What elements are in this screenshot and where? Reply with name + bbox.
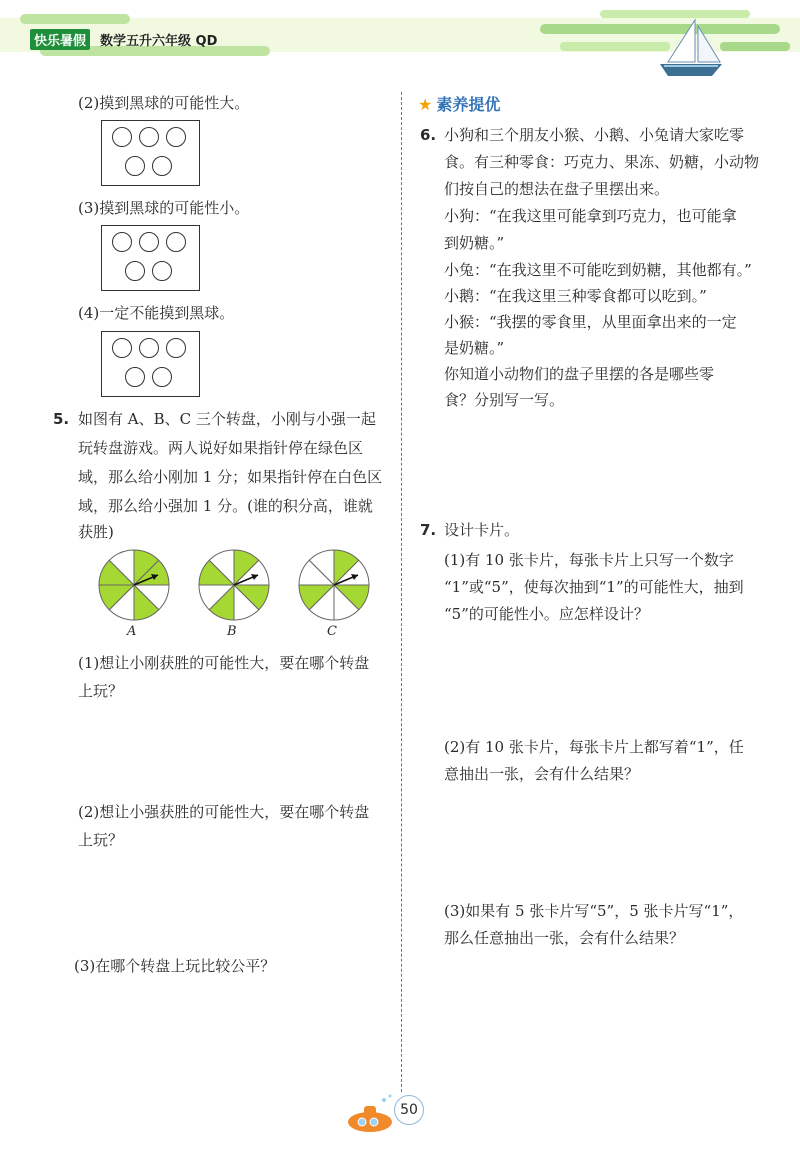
ball bbox=[125, 261, 145, 281]
p5-line-4: 域，那么给小强加 1 分。(谁的积分高，谁就 bbox=[78, 497, 373, 515]
ball bbox=[166, 232, 186, 252]
p6-line-10: 你知道小动物们的盘子里摆的各是哪些零 bbox=[444, 365, 715, 383]
spinner-label-a: A bbox=[127, 624, 137, 639]
ball-box-2 bbox=[101, 120, 200, 186]
p5-sub1-line1: (1)想让小刚获胜的可能性大，要在哪个转盘 bbox=[78, 654, 370, 672]
p6-line-6: 小兔：“在我这里不可能吃到奶糖，其他都有。” bbox=[444, 261, 752, 279]
p6-line-3: 们按自己的想法在盘子里摆出来。 bbox=[444, 180, 670, 198]
q4-text: (4)一定不能摸到黑球。 bbox=[78, 304, 235, 322]
p5-line-2: 玩转盘游戏。两人说好如果指针停在绿色区 bbox=[78, 439, 364, 457]
p7-s3-line2: 那么任意抽出一张，会有什么结果？ bbox=[444, 929, 685, 947]
p7-s2-line1: (2)有 10 张卡片，每张卡片上都写着“1”，任 bbox=[444, 738, 744, 756]
ball bbox=[166, 127, 186, 147]
p5-line-3: 域，那么给小刚加 1 分；如果指针停在白色区 bbox=[78, 468, 383, 486]
star-icon: ★ bbox=[418, 95, 433, 114]
p5-sub2-line2: 上玩？ bbox=[78, 831, 124, 849]
ball-box-3 bbox=[101, 225, 200, 291]
p5-sub3: (3)在哪个转盘上玩比较公平？ bbox=[74, 957, 276, 975]
p6-line-11: 食？分别写一写。 bbox=[444, 391, 565, 409]
ball bbox=[152, 156, 172, 176]
ball bbox=[139, 338, 159, 358]
p7-s3-line1: (3)如果有 5 张卡片写“5”，5 张卡片写“1”， bbox=[444, 902, 744, 920]
p7-s1-line1: (1)有 10 张卡片，每张卡片上只写一个数字 bbox=[444, 551, 734, 569]
ball bbox=[112, 127, 132, 147]
p7-s1-line2: “1”或“5”，使每次抽到“1”的可能性大，抽到 bbox=[444, 578, 744, 596]
p5-line-1: 如图有 A、B、C 三个转盘，小刚与小强一起 bbox=[78, 410, 376, 428]
problem-6-number: 6. bbox=[420, 126, 437, 144]
ball-box-4 bbox=[101, 331, 200, 397]
header-title bbox=[30, 29, 217, 50]
spinner-b bbox=[199, 550, 269, 620]
p6-line-1: 小狗和三个朋友小猴、小鹅、小兔请大家吃零 bbox=[444, 126, 745, 144]
ball bbox=[112, 338, 132, 358]
p7-s2-line2: 意抽出一张，会有什么结果？ bbox=[444, 765, 640, 783]
ball bbox=[112, 232, 132, 252]
p5-line-5: 获胜) bbox=[78, 523, 114, 541]
section-heading bbox=[418, 92, 500, 115]
p7-title: 设计卡片。 bbox=[444, 521, 520, 539]
column-divider bbox=[401, 92, 402, 1092]
section-heading-text: 素养提优 bbox=[436, 95, 501, 114]
spinners-figure bbox=[90, 545, 390, 625]
p6-line-5: 到奶糖。” bbox=[444, 234, 505, 252]
ball bbox=[152, 261, 172, 281]
submarine-icon bbox=[344, 1092, 396, 1136]
ball bbox=[139, 127, 159, 147]
p7-s1-line3: “5”的可能性小。应怎样设计？ bbox=[444, 605, 649, 623]
ball bbox=[139, 232, 159, 252]
ball bbox=[166, 338, 186, 358]
spinner-label-c: C bbox=[327, 624, 337, 639]
page-number: 50 bbox=[394, 1095, 424, 1125]
p5-sub1-line2: 上玩？ bbox=[78, 682, 124, 700]
ball bbox=[125, 367, 145, 387]
spinner-c bbox=[299, 550, 369, 620]
p5-sub2-line1: (2)想让小强获胜的可能性大，要在哪个转盘 bbox=[78, 803, 370, 821]
ball bbox=[152, 367, 172, 387]
problem-7-number: 7. bbox=[420, 521, 437, 539]
p6-line-4: 小狗：“在我这里可能拿到巧克力，也可能拿 bbox=[444, 207, 737, 225]
problem-5-number: 5. bbox=[53, 410, 70, 428]
p6-line-7: 小鹅：“在我这里三种零食都可以吃到。” bbox=[444, 287, 707, 305]
p6-line-2: 食。有三种零食：巧克力、果冻、奶糖，小动物 bbox=[444, 153, 760, 171]
q3-text: (3)摸到黑球的可能性小。 bbox=[78, 199, 250, 217]
p6-line-8: 小猴：“我摆的零食里，从里面拿出来的一定 bbox=[444, 313, 737, 331]
header-subject: 数学五升六年级 QD bbox=[100, 34, 218, 49]
header-tag: 快乐暑假 bbox=[30, 29, 90, 50]
spinner-a bbox=[99, 550, 169, 620]
spinner-label-b: B bbox=[227, 624, 237, 639]
ball bbox=[125, 156, 145, 176]
q2-text: (2)摸到黑球的可能性大。 bbox=[78, 94, 250, 112]
p6-line-9: 是奶糖。” bbox=[444, 339, 505, 357]
